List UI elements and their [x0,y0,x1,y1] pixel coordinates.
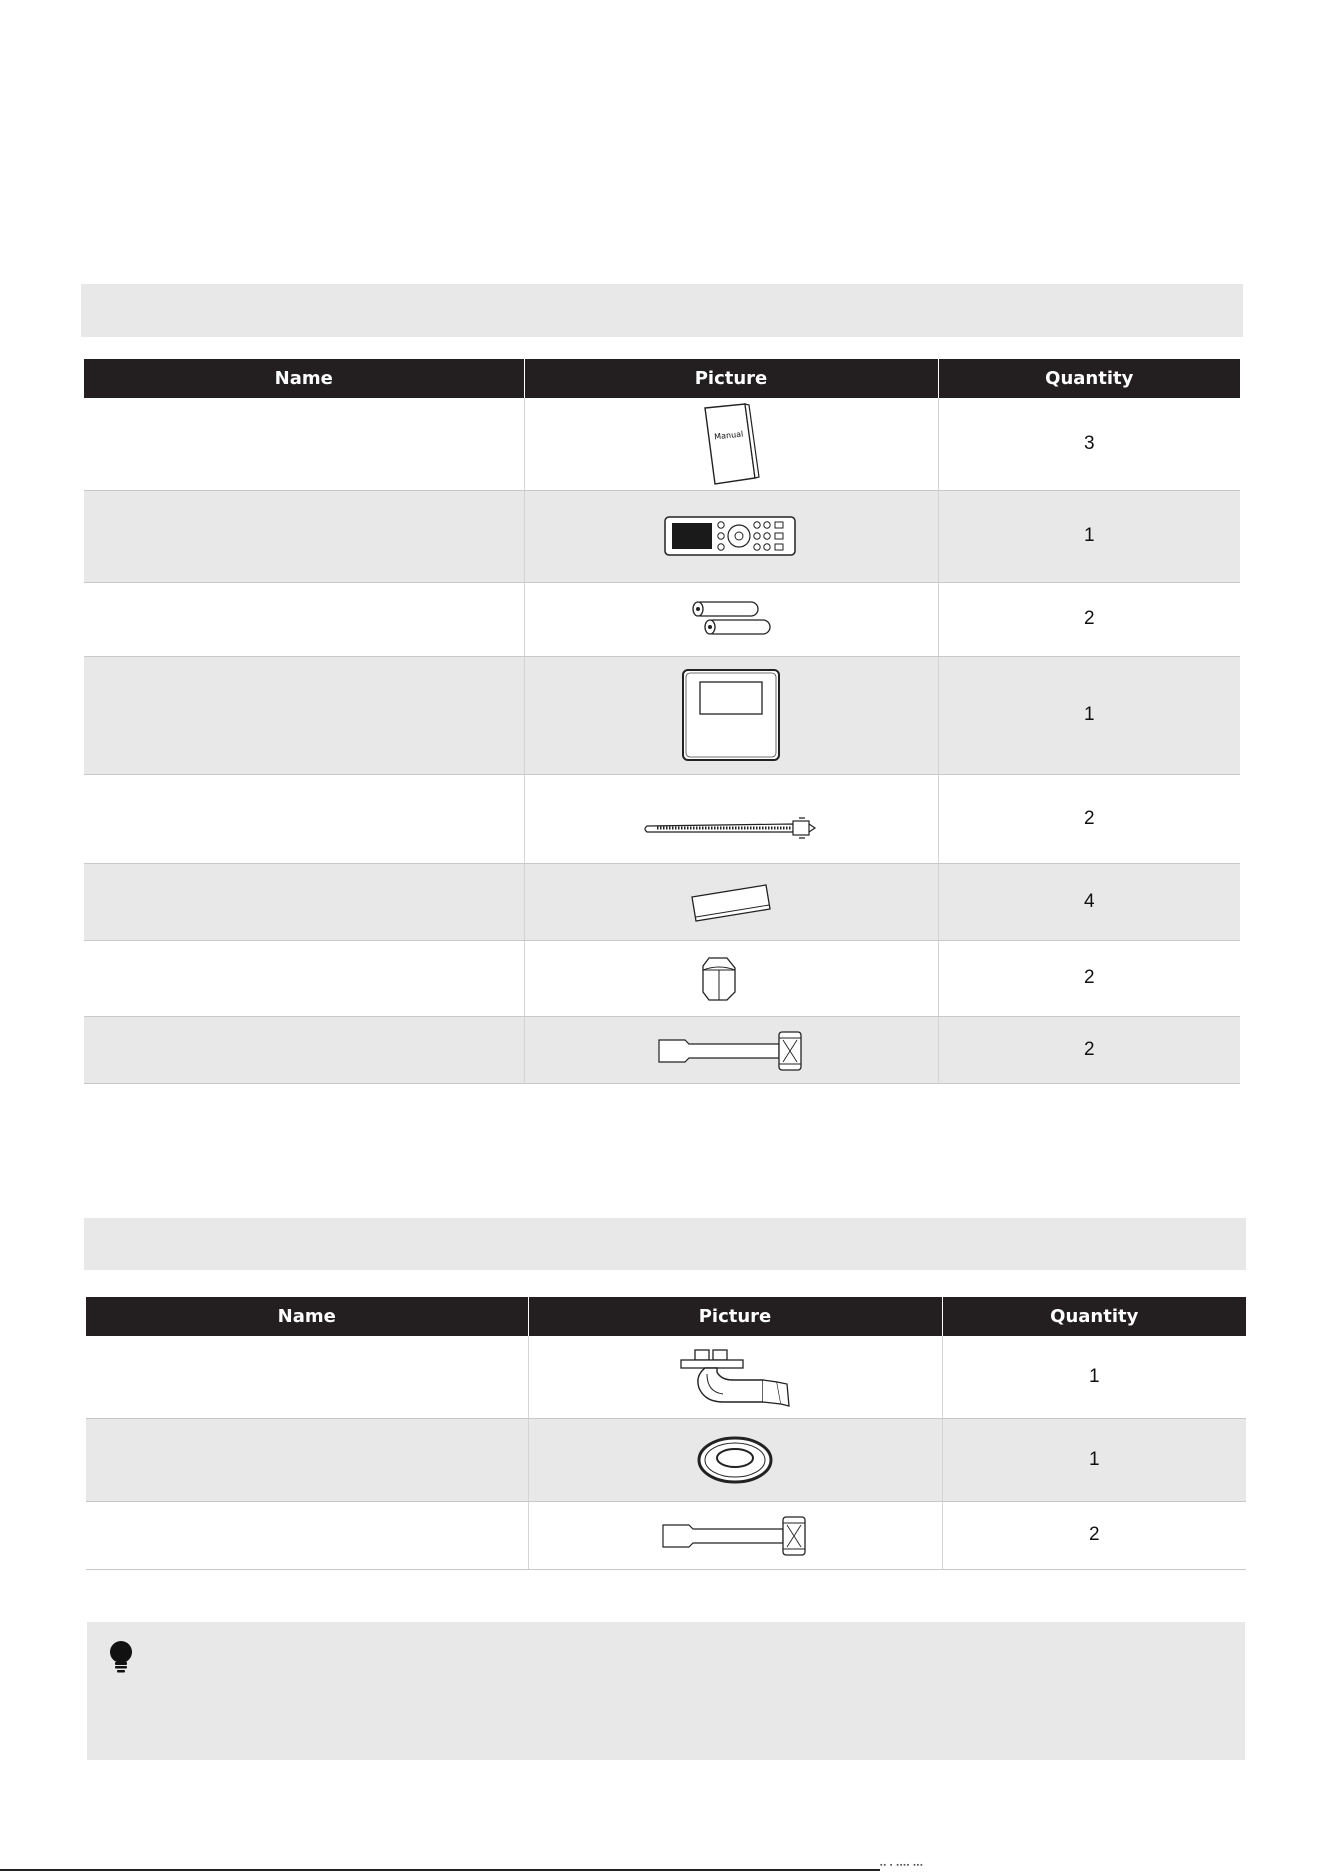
name-cell [84,774,524,863]
picture-cell [524,490,938,582]
table-header [86,1297,1246,1336]
lightbulb-icon [107,1640,135,1674]
quantity-cell [938,656,1240,774]
quantity-cell [938,863,1240,940]
quantity-cell [938,582,1240,656]
quantity-value: 1 [1088,1448,1100,1470]
picture-cell [524,774,938,863]
quantity-cell [938,1016,1240,1083]
name-cell [86,1418,528,1501]
manual-label: Manual [713,429,744,442]
seal-ring-icon [695,1434,775,1486]
name-cell [84,398,524,490]
header-picture: Picture [524,359,938,398]
quantity-value: 1 [1083,525,1095,546]
quantity-value: 2 [1083,967,1095,988]
quantity-value: 2 [1083,1038,1095,1060]
table-row [84,398,1240,490]
name-cell [86,1501,528,1569]
quantity-cell [942,1501,1246,1569]
quantity-value: 2 [1083,807,1095,829]
header-name: Name [86,1297,528,1336]
name-cell [84,863,524,940]
picture-cell [524,1016,938,1083]
table-row [86,1501,1246,1569]
name-cell [84,1016,524,1083]
name-cell [84,656,524,774]
insulation-pad-icon [690,881,772,923]
tip-box [87,1622,1245,1760]
picture-cell [524,656,938,774]
quantity-cell [938,398,1240,490]
name-cell [84,490,524,582]
name-cell [84,582,524,656]
cable-tie-icon [643,814,819,844]
table-row [84,863,1240,940]
footer-marks: ▪▪ ▪ ▪▪▪▪ ▪▪▪ [880,1862,924,1869]
quantity-value: 3 [1083,432,1095,454]
picture-cell [528,1501,942,1569]
table-header [84,359,1240,398]
table-row [84,774,1240,863]
section-band-1 [81,284,1243,337]
section-band-2 [84,1218,1246,1270]
quantity-cell [942,1336,1246,1418]
table-row [84,1016,1240,1083]
drain-elbow-icon [677,1344,793,1410]
batteries-icon [686,598,776,640]
accessories-table-1 [84,359,1240,1084]
pipe-connector-icon [661,1513,809,1557]
header-quantity: Quantity [938,359,1240,398]
quantity-value: 2 [1083,608,1095,629]
table-row [86,1336,1246,1418]
name-cell [86,1336,528,1418]
table-row [84,582,1240,656]
table-row [84,490,1240,582]
quantity-cell [938,774,1240,863]
quantity-cell [938,940,1240,1016]
footer-rule [0,1869,880,1871]
quantity-value: 4 [1083,890,1095,912]
quantity-value: 1 [1088,1365,1100,1387]
table-row [84,940,1240,1016]
quantity-value: 2 [1088,1524,1100,1545]
table-row [86,1418,1246,1501]
header-name: Name [84,359,524,398]
quantity-value: 1 [1083,704,1095,725]
name-cell [84,940,524,1016]
wired-controller-icon [681,668,781,762]
picture-cell [524,398,938,490]
quantity-cell [942,1418,1246,1501]
picture-cell [528,1418,942,1501]
header-quantity: Quantity [942,1297,1246,1336]
picture-cell [528,1336,942,1418]
header-picture: Picture [528,1297,942,1336]
picture-cell [524,940,938,1016]
table-row [84,656,1240,774]
quantity-cell [938,490,1240,582]
manual-booklet-icon [701,402,761,486]
picture-cell [524,582,938,656]
accessories-table-2 [86,1297,1246,1570]
remote-controller-icon [663,514,799,558]
pipe-connector-icon [657,1028,805,1072]
picture-cell [524,863,938,940]
nut-icon [701,954,741,1002]
